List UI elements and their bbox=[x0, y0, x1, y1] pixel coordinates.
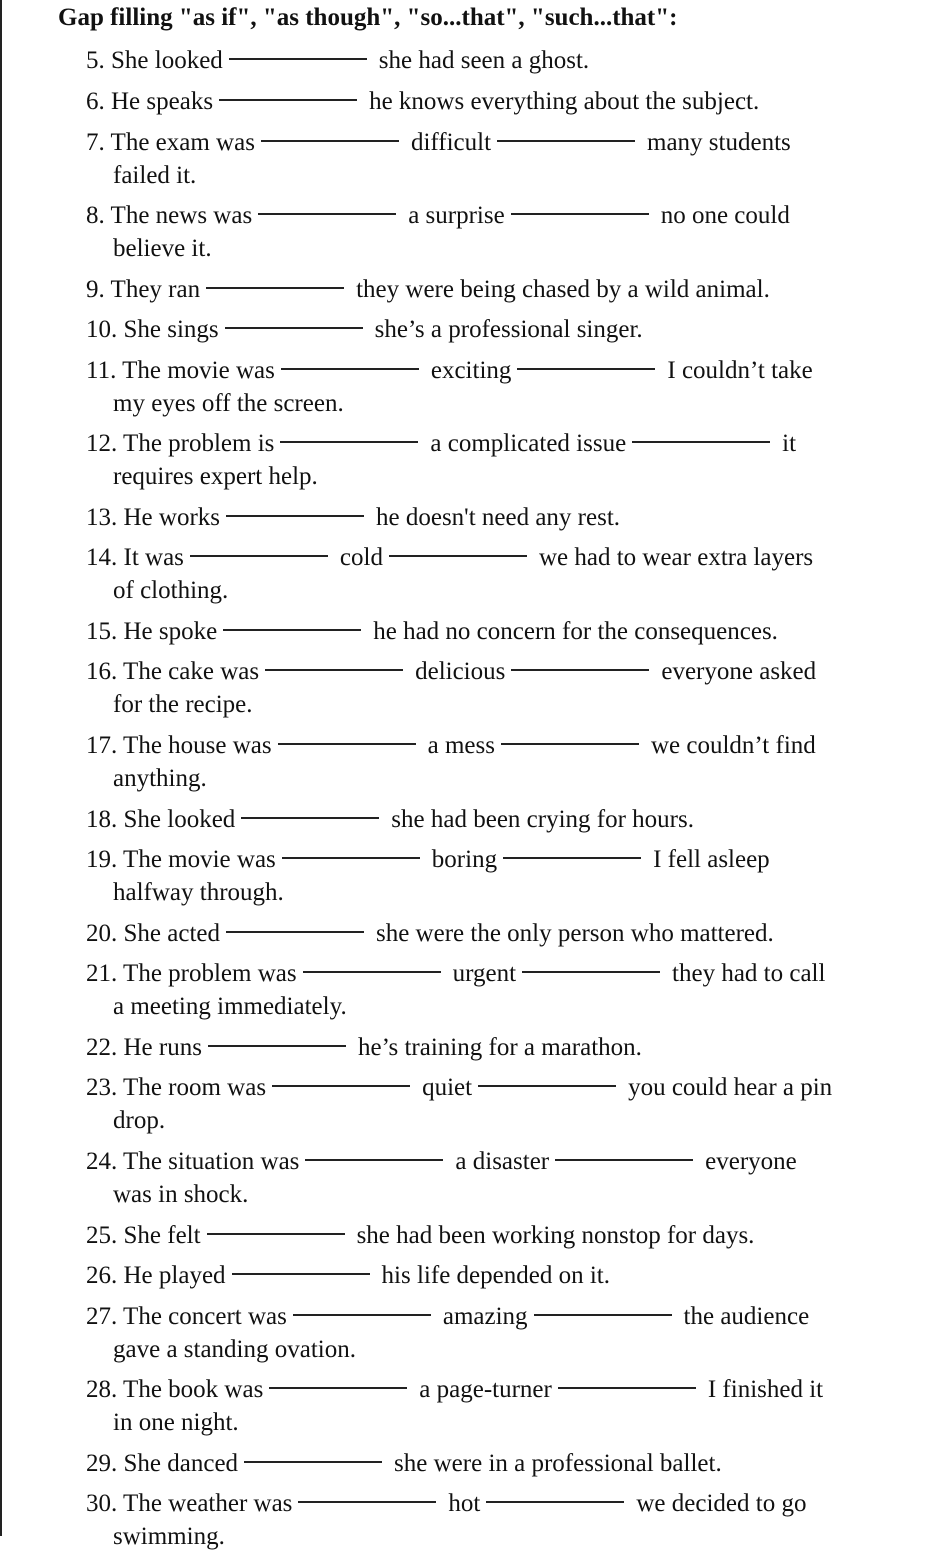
answer-blank[interactable] bbox=[478, 1085, 616, 1087]
answer-blank[interactable] bbox=[223, 629, 361, 631]
exercise-text: they had to call bbox=[672, 960, 826, 987]
exercise-text: I fell asleep bbox=[653, 846, 770, 873]
exercise-text: he’s training for a marathon. bbox=[357, 1034, 642, 1061]
exercise-line bbox=[86, 1219, 916, 1252]
exercise-line bbox=[86, 655, 916, 688]
exercise-text: 18. She looked bbox=[86, 806, 236, 833]
answer-blank[interactable] bbox=[298, 1501, 436, 1503]
exercise-line bbox=[86, 313, 916, 346]
answer-blank[interactable] bbox=[497, 140, 635, 142]
exercise-continuation: halfway through. bbox=[113, 879, 284, 906]
exercise-text: 30. The weather was bbox=[86, 1490, 293, 1517]
exercise-text: exciting bbox=[430, 357, 512, 384]
exercise-continuation: anything. bbox=[113, 765, 207, 792]
exercise-continuation: was in shock. bbox=[113, 1181, 249, 1208]
exercise-item bbox=[86, 313, 916, 346]
answer-blank[interactable] bbox=[517, 368, 655, 370]
exercise-text: 27. The concert was bbox=[86, 1303, 287, 1330]
answer-blank[interactable] bbox=[265, 669, 403, 671]
exercise-text: 9. They ran bbox=[86, 276, 201, 303]
exercise-continuation: believe it. bbox=[113, 235, 212, 262]
exercise-item bbox=[86, 126, 916, 192]
exercise-text: boring bbox=[431, 846, 498, 873]
answer-blank[interactable] bbox=[241, 817, 379, 819]
exercise-item bbox=[86, 1219, 916, 1252]
exercise-text: no one could bbox=[660, 202, 790, 229]
answer-blank[interactable] bbox=[232, 1273, 370, 1275]
exercise-line bbox=[86, 1145, 916, 1178]
exercise-text: 10. She sings bbox=[86, 316, 219, 343]
exercise-text: everyone asked bbox=[661, 658, 817, 685]
answer-blank[interactable] bbox=[305, 1159, 443, 1161]
exercise-item bbox=[86, 273, 916, 306]
exercise-line bbox=[86, 957, 916, 990]
answer-blank[interactable] bbox=[190, 555, 328, 557]
exercise-line bbox=[86, 1487, 916, 1520]
answer-blank[interactable] bbox=[226, 931, 364, 933]
exercise-text: he knows everything about the subject. bbox=[369, 88, 760, 115]
exercise-text: amazing bbox=[442, 1303, 528, 1330]
worksheet-title: Gap filling "as if", "as though", "so...that", "such...that": bbox=[58, 4, 678, 31]
exercise-text: 21. The problem was bbox=[86, 960, 297, 987]
exercise-item bbox=[86, 803, 916, 836]
exercise-text: 20. She acted bbox=[86, 920, 220, 947]
exercise-text: 8. The news was bbox=[86, 202, 253, 229]
exercise-item bbox=[86, 199, 916, 265]
answer-blank[interactable] bbox=[501, 743, 639, 745]
exercise-text: we couldn’t find bbox=[650, 732, 816, 759]
exercise-text: 15. He spoke bbox=[86, 618, 218, 645]
answer-blank[interactable] bbox=[534, 1314, 672, 1316]
answer-blank[interactable] bbox=[208, 1045, 346, 1047]
answer-blank[interactable] bbox=[558, 1387, 696, 1389]
exercise-item bbox=[86, 1031, 916, 1064]
exercise-text: he had no concern for the consequences. bbox=[373, 618, 778, 645]
exercise-line bbox=[86, 1300, 916, 1333]
exercise-text: we decided to go bbox=[636, 1490, 807, 1517]
exercise-continuation: a meeting immediately. bbox=[113, 993, 347, 1020]
answer-blank[interactable] bbox=[522, 971, 660, 973]
exercise-line bbox=[86, 501, 916, 534]
exercise-text: 25. She felt bbox=[86, 1222, 201, 1249]
exercise-line bbox=[86, 615, 916, 648]
exercise-text: the audience bbox=[683, 1303, 810, 1330]
answer-blank[interactable] bbox=[206, 287, 344, 289]
exercise-item bbox=[86, 85, 916, 118]
exercise-text: 28. The book was bbox=[86, 1376, 264, 1403]
exercise-text: they were being chased by a wild animal. bbox=[356, 276, 770, 303]
answer-blank[interactable] bbox=[261, 140, 399, 142]
exercise-text: 11. The movie was bbox=[86, 357, 275, 384]
exercise-text: 23. The room was bbox=[86, 1074, 267, 1101]
exercise-continuation: gave a standing ovation. bbox=[113, 1336, 356, 1363]
exercise-line bbox=[86, 199, 916, 232]
exercise-line bbox=[86, 729, 916, 762]
exercise-text: quiet bbox=[422, 1074, 473, 1101]
exercise-line bbox=[86, 354, 916, 387]
answer-blank[interactable] bbox=[293, 1314, 431, 1316]
exercise-continuation: my eyes off the screen. bbox=[113, 390, 344, 417]
exercise-text: 29. She danced bbox=[86, 1450, 239, 1477]
exercise-item bbox=[86, 1487, 916, 1553]
answer-blank[interactable] bbox=[282, 857, 420, 859]
answer-blank[interactable] bbox=[244, 1461, 382, 1463]
exercise-text: 7. The exam was bbox=[86, 129, 255, 156]
exercise-item bbox=[86, 729, 916, 795]
exercise-text: a mess bbox=[427, 732, 495, 759]
exercise-line bbox=[86, 44, 916, 77]
exercise-text: difficult bbox=[410, 129, 492, 156]
exercise-text: 17. The house was bbox=[86, 732, 272, 759]
exercise-text: a complicated issue bbox=[430, 430, 627, 457]
exercise-text: we had to wear extra layers bbox=[538, 544, 814, 571]
exercise-text: 24. The situation was bbox=[86, 1148, 300, 1175]
exercise-continuation: swimming. bbox=[113, 1523, 225, 1550]
exercise-item bbox=[86, 1259, 916, 1292]
exercise-text: cold bbox=[339, 544, 383, 571]
answer-blank[interactable] bbox=[225, 327, 363, 329]
exercise-text: 6. He speaks bbox=[86, 88, 214, 115]
exercise-line bbox=[86, 273, 916, 306]
exercise-line bbox=[86, 1071, 916, 1104]
exercise-text: 5. She looked bbox=[86, 47, 223, 74]
answer-blank[interactable] bbox=[389, 555, 527, 557]
exercise-text: 19. The movie was bbox=[86, 846, 276, 873]
answer-blank[interactable] bbox=[511, 213, 649, 215]
exercise-continuation: failed it. bbox=[113, 162, 197, 189]
exercise-text: urgent bbox=[452, 960, 517, 987]
exercise-line bbox=[86, 1259, 916, 1292]
exercise-item bbox=[86, 44, 916, 77]
exercise-item bbox=[86, 1071, 916, 1137]
exercise-text: she had seen a ghost. bbox=[378, 47, 590, 74]
exercise-line bbox=[86, 843, 916, 876]
exercise-text: hot bbox=[448, 1490, 481, 1517]
exercise-item bbox=[86, 843, 916, 909]
answer-blank[interactable] bbox=[278, 743, 416, 745]
exercise-text: I couldn’t take bbox=[667, 357, 813, 384]
exercise-line bbox=[86, 126, 916, 159]
exercise-item bbox=[86, 1300, 916, 1366]
exercise-line bbox=[86, 803, 916, 836]
exercise-item bbox=[86, 1447, 916, 1480]
answer-blank[interactable] bbox=[555, 1159, 693, 1161]
exercise-item bbox=[86, 917, 916, 950]
answer-blank[interactable] bbox=[272, 1085, 410, 1087]
exercise-text: she’s a professional singer. bbox=[374, 316, 643, 343]
answer-blank[interactable] bbox=[226, 515, 364, 517]
answer-blank[interactable] bbox=[207, 1233, 345, 1235]
exercise-item bbox=[86, 541, 916, 607]
exercise-text: he doesn't need any rest. bbox=[376, 504, 621, 531]
exercise-line bbox=[86, 1447, 916, 1480]
exercise-continuation: for the recipe. bbox=[113, 691, 253, 718]
answer-blank[interactable] bbox=[258, 213, 396, 215]
exercise-line bbox=[86, 1031, 916, 1064]
exercise-text: 26. He played bbox=[86, 1262, 226, 1289]
exercise-item bbox=[86, 615, 916, 648]
exercise-continuation: requires expert help. bbox=[113, 463, 318, 490]
answer-blank[interactable] bbox=[281, 368, 419, 370]
exercise-line bbox=[86, 541, 916, 574]
exercise-text: I finished it bbox=[707, 1376, 824, 1403]
exercise-item bbox=[86, 427, 916, 493]
answer-blank[interactable] bbox=[486, 1501, 624, 1503]
exercise-item bbox=[86, 354, 916, 420]
answer-blank[interactable] bbox=[280, 441, 418, 443]
exercise-text: she had been crying for hours. bbox=[391, 806, 694, 833]
exercise-text: everyone bbox=[705, 1148, 797, 1175]
exercise-text: she were in a professional ballet. bbox=[394, 1450, 722, 1477]
exercise-line bbox=[86, 1373, 916, 1406]
answer-blank[interactable] bbox=[269, 1387, 407, 1389]
exercise-line bbox=[86, 917, 916, 950]
exercise-text: 12. The problem is bbox=[86, 430, 275, 457]
exercise-text: she had been working nonstop for days. bbox=[356, 1222, 755, 1249]
answer-blank[interactable] bbox=[219, 99, 357, 101]
exercise-text: a disaster bbox=[455, 1148, 550, 1175]
exercise-item bbox=[86, 501, 916, 534]
exercise-text: 14. It was bbox=[86, 544, 184, 571]
exercise-continuation: drop. bbox=[113, 1107, 166, 1134]
exercise-text: it bbox=[782, 430, 797, 457]
exercise-item bbox=[86, 1145, 916, 1211]
answer-blank[interactable] bbox=[229, 58, 367, 60]
exercise-continuation: in one night. bbox=[113, 1409, 239, 1436]
exercise-text: a page-turner bbox=[419, 1376, 552, 1403]
exercise-line bbox=[86, 427, 916, 460]
exercise-line bbox=[86, 85, 916, 118]
exercise-text: many students bbox=[647, 129, 791, 156]
exercise-item bbox=[86, 655, 916, 721]
exercise-text: 16. The cake was bbox=[86, 658, 260, 685]
exercise-text: his life depended on it. bbox=[381, 1262, 610, 1289]
exercise-text: 22. He runs bbox=[86, 1034, 202, 1061]
page-border bbox=[0, 0, 2, 1536]
exercise-text: she were the only person who mattered. bbox=[375, 920, 774, 947]
exercise-continuation: of clothing. bbox=[113, 577, 229, 604]
exercise-text: delicious bbox=[415, 658, 506, 685]
answer-blank[interactable] bbox=[632, 441, 770, 443]
exercise-item bbox=[86, 1373, 916, 1439]
exercise-text: you could hear a pin bbox=[628, 1074, 833, 1101]
exercise-text: 13. He works bbox=[86, 504, 221, 531]
answer-blank[interactable] bbox=[303, 971, 441, 973]
answer-blank[interactable] bbox=[511, 669, 649, 671]
answer-blank[interactable] bbox=[503, 857, 641, 859]
exercise-text: a surprise bbox=[408, 202, 505, 229]
exercise-item bbox=[86, 957, 916, 1023]
